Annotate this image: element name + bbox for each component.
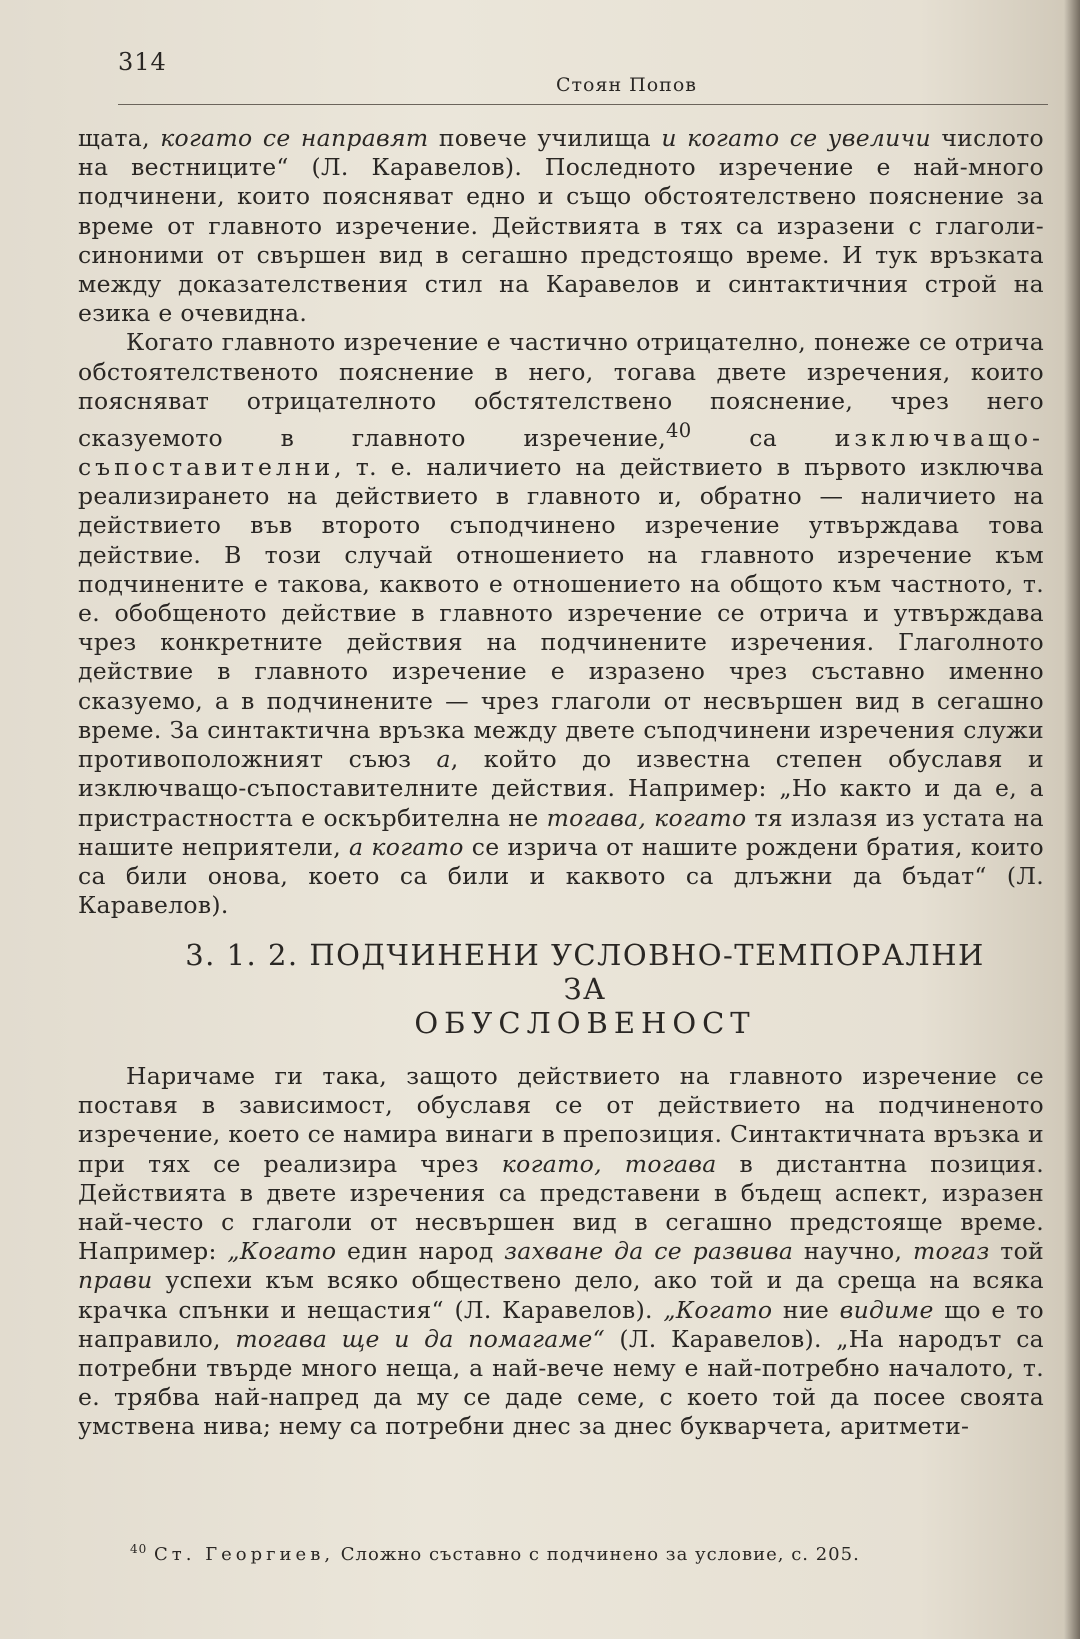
text-run: научно,: [793, 1237, 913, 1266]
paragraph-1: [78, 124, 1044, 328]
italic-run: а когато: [349, 832, 464, 861]
text-run: един народ: [336, 1237, 505, 1266]
italic-run: „Когато: [227, 1237, 337, 1266]
text-run: , т. е. наличието на действието в първото изключва реализирането на действието в главното и, обратно — наличието на действието във второто съподчинено изречение утвърждава това действие. В този случай отношението на главното изречение към подчинените е такова, каквото е отношението на общото към частното, т. е. обобщеното действие в главното изречение се отрича и утвърждава чрез конкретните действия на подчинените изречения. Глаголното действие в главното изречение е изразено чрез съставно именно сказуемо, а в подчинените — чрез глаголи от несвършен вид в сегашно време. За синтактична връзка между двете съподчинени изречения служи противоположният съюз: [78, 453, 1044, 774]
running-title: Стоян Попов: [556, 74, 697, 96]
body-text-bottom: [78, 1062, 1044, 1442]
italic-run: когато, тогава: [501, 1149, 717, 1178]
italic-run: тогава ще и да помагаме“: [235, 1324, 605, 1353]
italic-run: и когато се увеличи: [661, 124, 931, 152]
footnote-number: 40: [130, 1542, 148, 1556]
footnote: [130, 1542, 1010, 1565]
text-run: щата,: [78, 124, 161, 152]
paragraph-3: [78, 1062, 1044, 1442]
italic-run: захване да се развива: [504, 1237, 794, 1266]
text-run: той: [989, 1237, 1045, 1266]
italic-run: тогава, когато: [546, 803, 747, 832]
text-run: числото на вестниците“ (Л. Каравелов). Последното изречение е най-много подчинени, които поясняват едно и също обстоятелствено пояснение за време от главното изречение. Действията в тях са изразени с глаголи-синоними от свършен вид в сегашно предстоящо време. И тук връзката между доказателствения стил на Каравелов и синтактичния строй на езика е очевидна.: [78, 124, 1045, 328]
text-run: ние: [772, 1295, 840, 1324]
spaced-run: изключващо-съпоставителни: [78, 423, 1044, 482]
text-run: успехи към всяко обществено дело, ако той и да среща на всяка крачка спънки и нещастия“ (Л. Каравелов).: [78, 1266, 1044, 1324]
footnote-text: Сложно съставно с подчинено за условие, с. 205.: [334, 1544, 860, 1565]
text-run: Когато главното изречение е частично отрицателно, понеже се отрича обстоятелственото пояснение в него, тогава двете изречения, които поясняват отрицателното обстятелствено пояснение, чрез него сказуемото в главното изречение,: [78, 328, 1044, 452]
running-head: [118, 44, 1048, 104]
footnote-author: Ст. Георгиев,: [154, 1544, 335, 1565]
page-number: 314: [118, 48, 167, 76]
italic-run: тогаз: [912, 1237, 990, 1266]
text-run: се изрича от нашите рождени братия, които са били онова, което са били и каквото са длъжни да бъдат“ (Л. Каравелов).: [78, 832, 1044, 920]
italic-run: „Когато: [663, 1295, 773, 1324]
section-heading: [160, 938, 1010, 1040]
text-run: , който до известна степен обуславя и изключващо-съпоставителните действия. Например: „Но както и да е, а пристрастността е оскърбителна не: [78, 745, 1044, 832]
text-run: Наричаме ги така, защото действието на главното изречение се поставя в зависимост, обуславя се от действието на подчиненото изречение, което се намира винаги в препозиция. Синтактичната връзка и при тях се реализира чрез: [78, 1062, 1044, 1178]
text-run: повече училища: [428, 124, 662, 152]
italic-run: когато се направят: [160, 124, 429, 152]
text-run: тя излазя из устата на нашите неприятели,: [78, 803, 1044, 861]
page-edge-shadow: [1064, 0, 1080, 1639]
text-run: в дистантна позиция. Действията в двете изречения са представени в бъдещ аспект, изразен най-често с глаголи от несвършен вид в сегашно предстояще време. Например:: [78, 1149, 1044, 1266]
italic-run: видиме: [839, 1295, 934, 1324]
footnote-ref: 40: [666, 419, 692, 443]
italic-run: а: [436, 745, 451, 774]
header-rule: [118, 104, 1048, 105]
section-heading-line2: ОБУСЛОВЕНОСТ: [414, 1006, 756, 1040]
italic-run: прави: [78, 1266, 153, 1295]
text-run: са: [691, 423, 835, 452]
text-run: (Л. Каравелов). „На народът са потребни твърде много неща, а най-вече нему е най-потребно началото, т. е. трябва най-напред да му се даде семе, с което той да посее своята умствена нива; нему са потребни днес за днес букварчета, аритмети-: [78, 1324, 1044, 1441]
paragraph-2: [78, 328, 1044, 920]
text-run: що е то направило,: [78, 1295, 1044, 1353]
body-text-top: [78, 124, 1044, 920]
section-heading-line1: 3. 1. 2. ПОДЧИНЕНИ УСЛОВНО-ТЕМПОРАЛНИ ЗА: [185, 938, 985, 1006]
